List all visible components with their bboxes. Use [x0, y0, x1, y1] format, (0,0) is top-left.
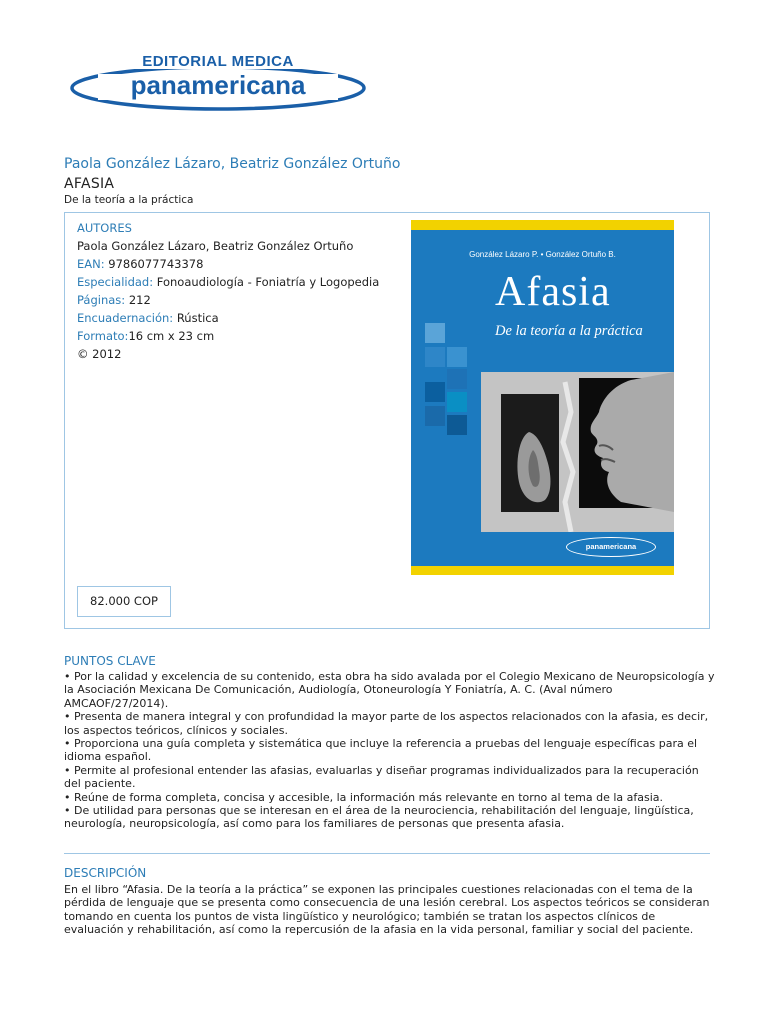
book-info — [77, 219, 379, 363]
cover-photo — [481, 372, 674, 532]
book-cover[interactable] — [411, 220, 674, 575]
cover-square — [447, 347, 467, 367]
cover-square — [425, 406, 445, 426]
format-label: Formato: — [77, 329, 129, 343]
key-point-item: • Presenta de manera integral y con profundidad la mayor parte de los aspectos relacionados con la afasia, es decir, los aspectos teóricos, clínicos y sociales. — [64, 710, 709, 737]
cover-square — [425, 347, 445, 367]
cover-top-stripe — [411, 220, 674, 230]
cover-square — [447, 369, 467, 389]
key-point-item: • Proporciona una guía completa y sistemática que incluye la referencia a pruebas del lenguaje específicas para el idioma español. — [64, 737, 698, 764]
specialty-label: Especialidad: — [77, 275, 154, 289]
copyright: © 2012 — [77, 347, 122, 361]
cover-square — [447, 415, 467, 435]
cover-authors: González Lázaro P. • González Ortuño B. — [469, 250, 616, 259]
description-title: DESCRIPCIÓN — [64, 866, 147, 880]
cover-subtitle: De la teoría a la práctica — [495, 323, 643, 339]
key-points-list — [64, 670, 716, 831]
key-point-item: • De utilidad para personas que se interesan en el área de la neurociencia, rehabilitación del lenguaje, lingüística, neurología, neuropsicología, así como para los familiares de personas que presenta afasia. — [64, 804, 694, 831]
book-authors: Paola González Lázaro, Beatriz González Ortuño — [64, 156, 401, 172]
logo-top-text: EDITORIAL MEDICA — [142, 53, 294, 70]
cover-square — [425, 323, 445, 343]
cover-publisher: panamericana — [585, 542, 637, 551]
authors-value: Paola González Lázaro, Beatriz González Ortuño — [77, 239, 354, 253]
specialty-value: Fonoaudiología - Foniatría y Logopedia — [156, 275, 380, 289]
ean-label: EAN: — [77, 257, 105, 271]
pages-label: Páginas: — [77, 293, 126, 307]
key-point-item: • Reúne de forma completa, concisa y accesible, la información más relevante en torno al tema de la afasia. — [64, 790, 664, 804]
cover-title: Afasia — [495, 269, 611, 315]
book-subtitle: De la teoría a la práctica — [64, 194, 194, 206]
cover-square — [425, 382, 445, 402]
book-details-panel — [64, 212, 710, 629]
key-point-item: • Por la calidad y excelencia de su contenido, esta obra ha sido avalada por el Colegio Mexicano de Neuropsicología y la Asociación Mexicana De Comunicación, Audiología, Otoneurología Y Foniatría, A. C. (Aval número AMCAOF/27/2014). — [64, 670, 715, 710]
cover-bottom-stripe — [411, 566, 674, 575]
publisher-logo — [68, 52, 368, 112]
key-point-item: • Permite al profesional entender las afasias, evaluarlas y diseñar programas individualizados para la recuperación del paciente. — [64, 763, 699, 791]
pages-value: 212 — [128, 293, 151, 307]
authors-label: AUTORES — [77, 221, 132, 235]
cover-square — [447, 392, 467, 412]
book-title: AFASIA — [64, 176, 115, 192]
logo-main-text: panamericana — [130, 70, 306, 100]
description-text: En el libro “Afasia. De la teoría a la práctica” se exponen las principales cuestiones relacionadas con el tema de la pérdida de lenguaje que se presenta como consecuencia de una lesión cerebral. Los aspectos teóricos se consideran tomando en cuenta los puntos de vista lingüístico y neurológico; también se tratan los aspectos clínicos de evaluación y rehabilitación, así como la repercusión de la afasia en la vida personal, familiar y social del paciente. — [64, 883, 710, 937]
binding-value: Rústica — [176, 311, 219, 325]
format-value: 16 cm x 23 cm — [128, 329, 215, 343]
price-box[interactable]: 82.000 COP — [77, 586, 171, 617]
binding-label: Encuadernación: — [77, 311, 174, 325]
section-divider — [64, 853, 710, 854]
ean-value: 9786077743378 — [108, 257, 204, 271]
key-points-title: PUNTOS CLAVE — [64, 654, 156, 668]
